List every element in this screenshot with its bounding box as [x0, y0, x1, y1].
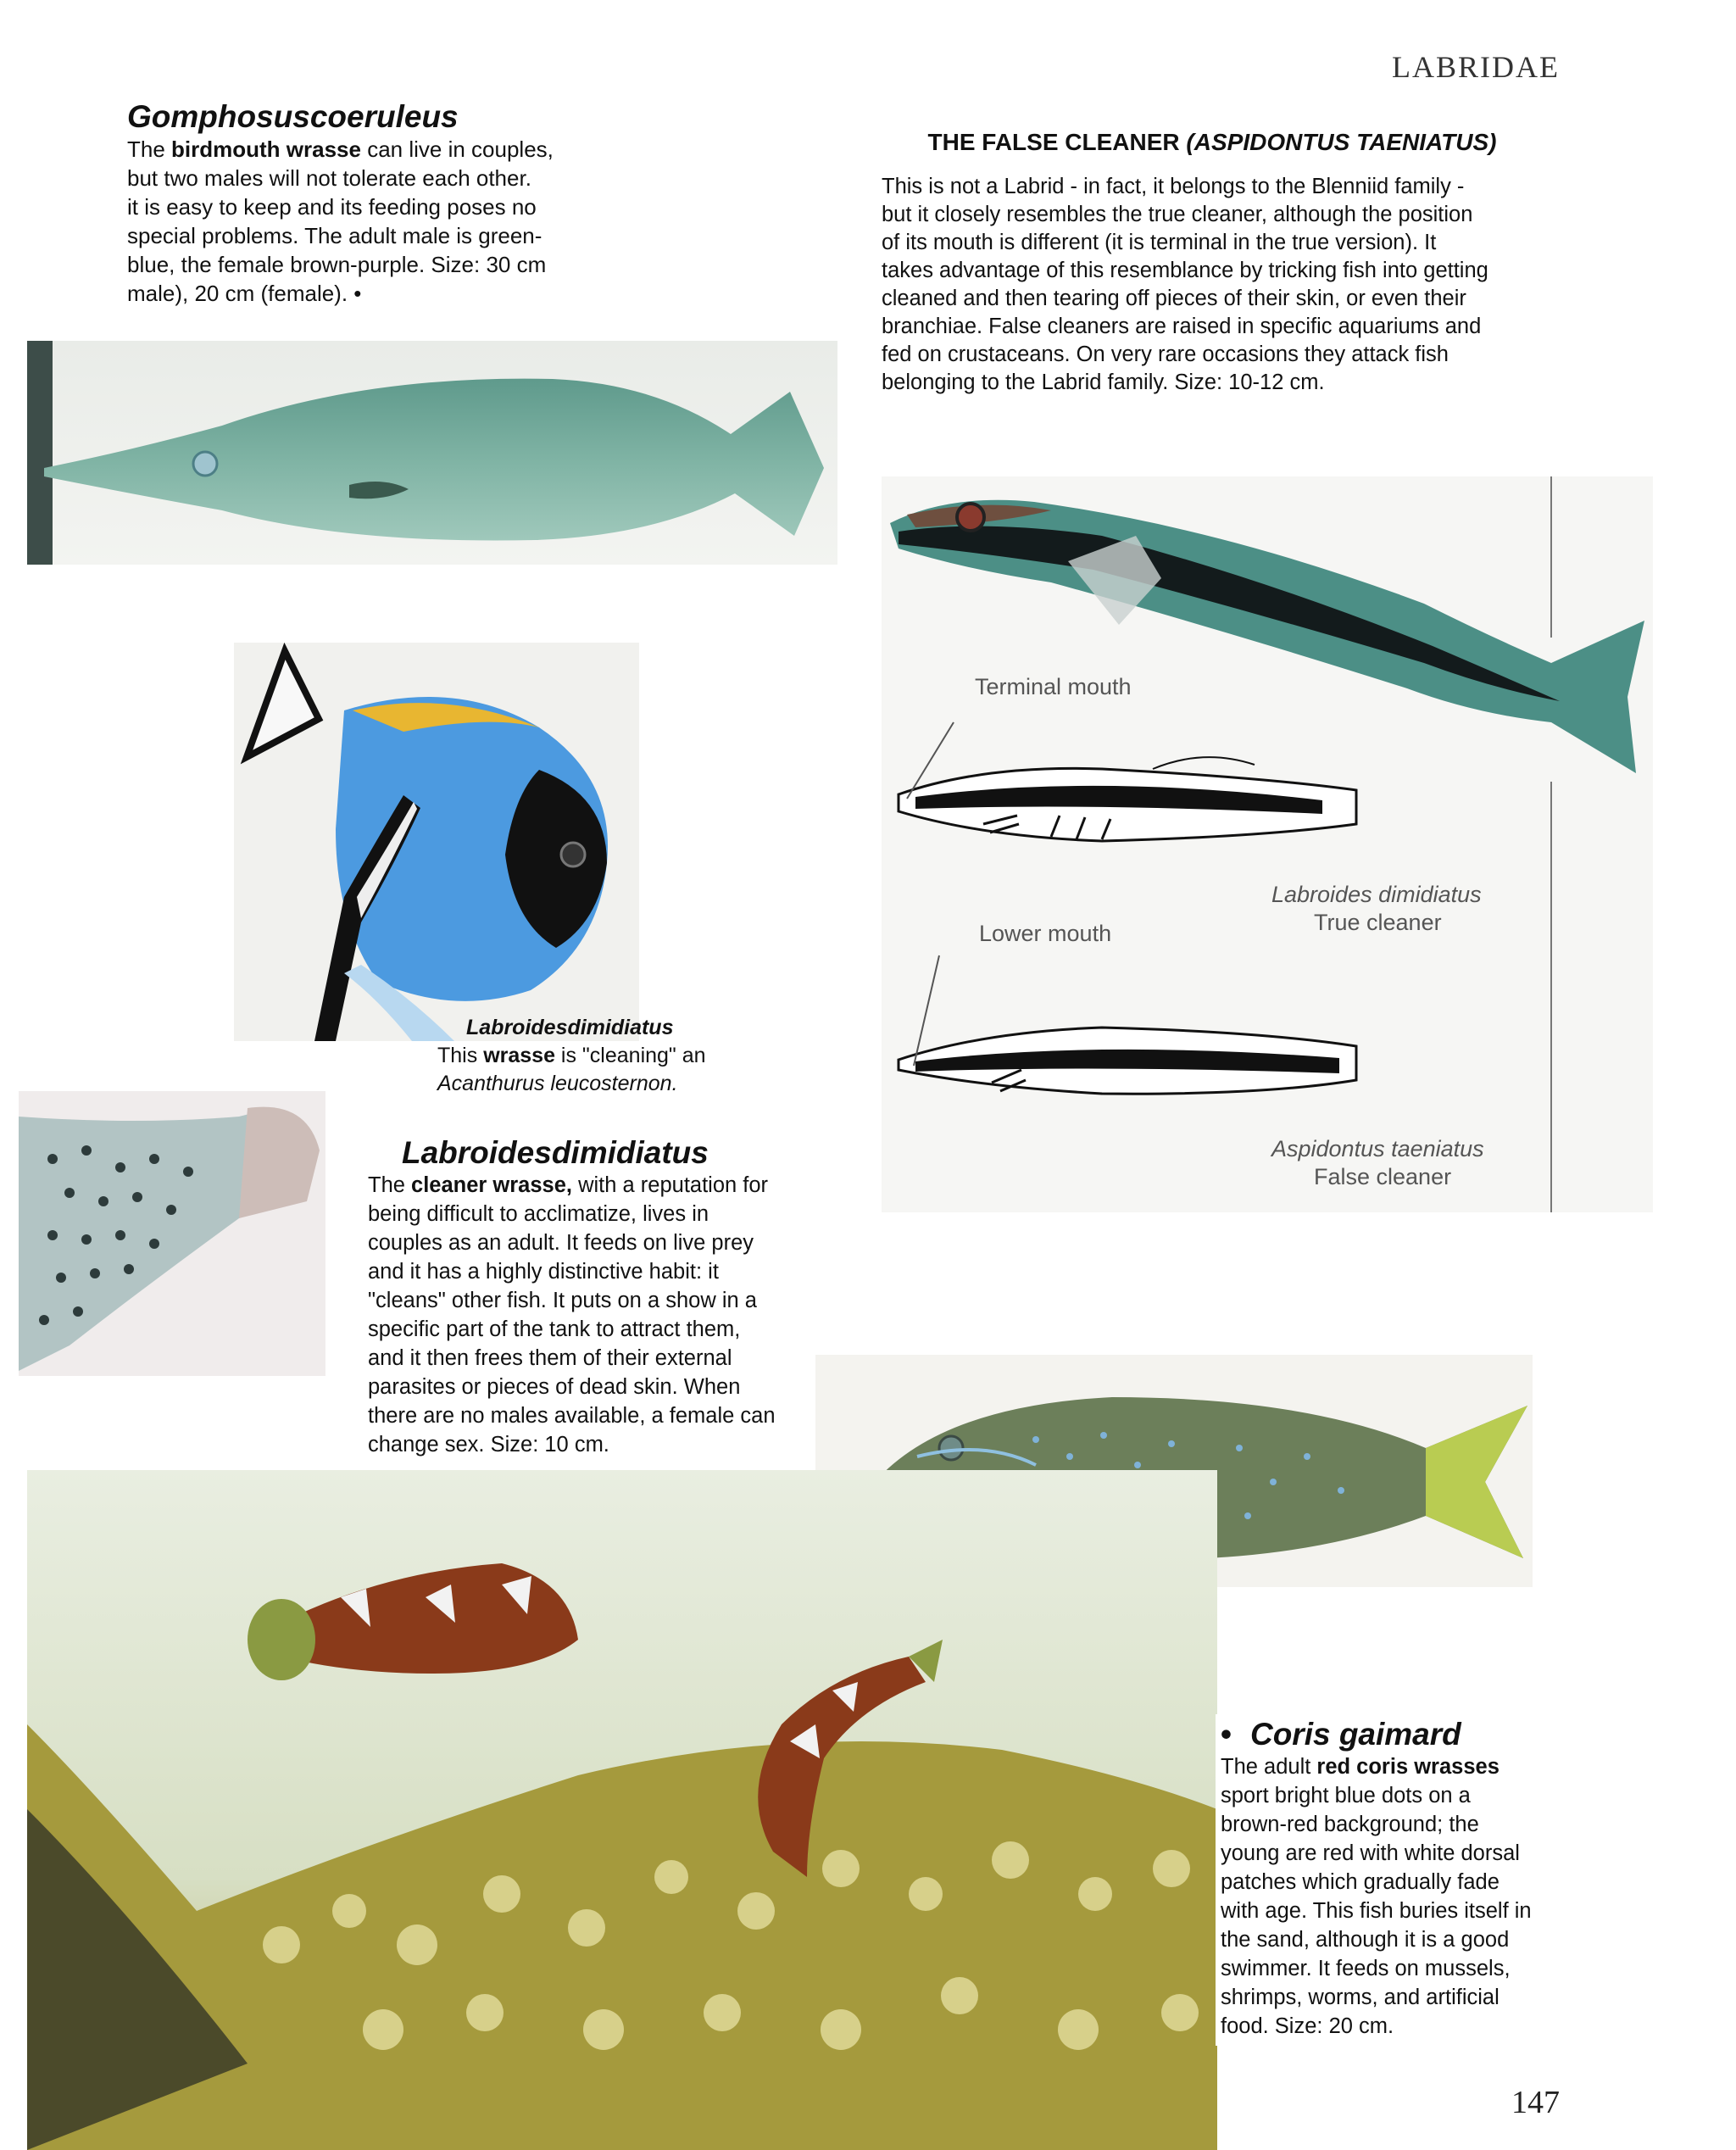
false-cleaner-section — [882, 129, 1543, 397]
text-line: specific part of the tank to attract them, — [368, 1317, 741, 1341]
false-cleaner-body — [882, 173, 1543, 397]
text-line: and it then frees them of their external — [368, 1345, 732, 1370]
text-line: brown-red background; the — [1221, 1812, 1479, 1836]
cleaning-caption-species: Acanthurus leucosternon. — [437, 1072, 678, 1095]
text-line: fed on crustaceans. On very rare occasions they attack fish — [882, 343, 1449, 366]
text-line: male), 20 cm (female). • — [127, 280, 362, 306]
text-line: the sand, although it is a good — [1221, 1927, 1510, 1952]
text-line: parasites or pieces of dead skin. When — [368, 1374, 741, 1399]
text-line: cleaned and then tearing off pieces of their skin, or even their — [882, 287, 1466, 310]
text-line: young are red with white dorsal — [1221, 1841, 1520, 1865]
text-line: This is not a Labrid - in fact, it belongs to the Blenniid family - — [882, 175, 1465, 198]
text-line: takes advantage of this resemblance by tricking fish into getting — [882, 259, 1488, 282]
text-line: belonging to the Labrid family. Size: 10-12 cm. — [882, 370, 1325, 394]
true-cleaner-species-label: Labroides dimidiatus — [1271, 882, 1482, 907]
text-line: branchiae. False cleaners are raised in specific aquariums and — [882, 315, 1482, 338]
text-line: change sex. Size: 10 cm. — [368, 1432, 609, 1457]
true-cleaner-label: True cleaner — [1314, 910, 1442, 935]
coris-title: • Coris gaimard — [1221, 1717, 1461, 1752]
text-line: it is easy to keep and its feeding poses no — [127, 193, 537, 220]
cleaner-comparison-diagram — [882, 476, 1653, 1212]
false-cleaner-label: False cleaner — [1314, 1164, 1452, 1189]
spotted-wrasse-photo — [19, 1091, 326, 1376]
text-line: The cleaner wrasse, with a reputation for — [368, 1172, 769, 1197]
labroides-section — [368, 1136, 817, 1459]
text-line: The adult red coris wrasses — [1221, 1754, 1500, 1779]
coris-reef-photo — [27, 1470, 1217, 2150]
labroides-body — [368, 1171, 817, 1459]
page-number: 147 — [1511, 2085, 1560, 2120]
text-line: with age. This fish buries itself in — [1221, 1898, 1532, 1923]
cleaning-caption-title: Labroidesdimidiatus — [466, 1016, 674, 1039]
gomphosus-body — [127, 135, 602, 308]
coris-body — [1221, 1752, 1577, 2041]
text-line: but two males will not tolerate each other. — [127, 164, 531, 191]
bullet: • — [1221, 1717, 1232, 1752]
text-line: of its mouth is different (it is terminal in the true version). It — [882, 231, 1437, 254]
cleaning-caption-line: This wrasse is "cleaning" an — [437, 1044, 706, 1067]
text-line: being difficult to acclimatize, lives in — [368, 1201, 709, 1226]
coris-section — [1216, 1714, 1582, 2046]
text-line: couples as an adult. It feeds on live prey — [368, 1230, 754, 1255]
text-line: there are no males available, a female can — [368, 1403, 776, 1428]
cleaning-caption — [437, 1014, 793, 1098]
text-line: but it closely resembles the true cleaner, although the position — [882, 203, 1473, 226]
text-line: food. Size: 20 cm. — [1221, 2014, 1394, 2038]
terminal-mouth-label: Terminal mouth — [975, 674, 1132, 699]
gomphosus-section — [127, 100, 602, 308]
text-line: patches which gradually fade — [1221, 1869, 1500, 1894]
text-line: sport bright blue dots on a — [1221, 1783, 1471, 1807]
text-line: special problems. The adult male is green- — [127, 222, 542, 248]
lower-mouth-label: Lower mouth — [979, 921, 1112, 946]
running-header: LABRIDAE — [1392, 50, 1560, 84]
labroides-title: Labroidesdimidiatus — [402, 1135, 709, 1170]
text-line: blue, the female brown-purple. Size: 30 cm — [127, 251, 547, 277]
text-line: swimmer. It feeds on mussels, — [1221, 1956, 1511, 1980]
text-line: and it has a highly distinctive habit: it — [368, 1259, 719, 1284]
text-line: The birdmouth wrasse can live in couples, — [127, 136, 554, 162]
false-cleaner-title: THE FALSE CLEANER (ASPIDONTUS TAENIATUS) — [927, 129, 1497, 155]
false-cleaner-species-label: Aspidontus taeniatus — [1271, 1136, 1484, 1161]
gomphosus-title: Gomphosuscoeruleus — [127, 99, 459, 134]
text-line: shrimps, worms, and artificial — [1221, 1985, 1500, 2009]
text-line: "cleans" other fish. It puts on a show in a — [368, 1288, 757, 1312]
acanthurus-cleaning-photo — [234, 643, 639, 1041]
birdmouth-wrasse-photo — [27, 341, 837, 565]
